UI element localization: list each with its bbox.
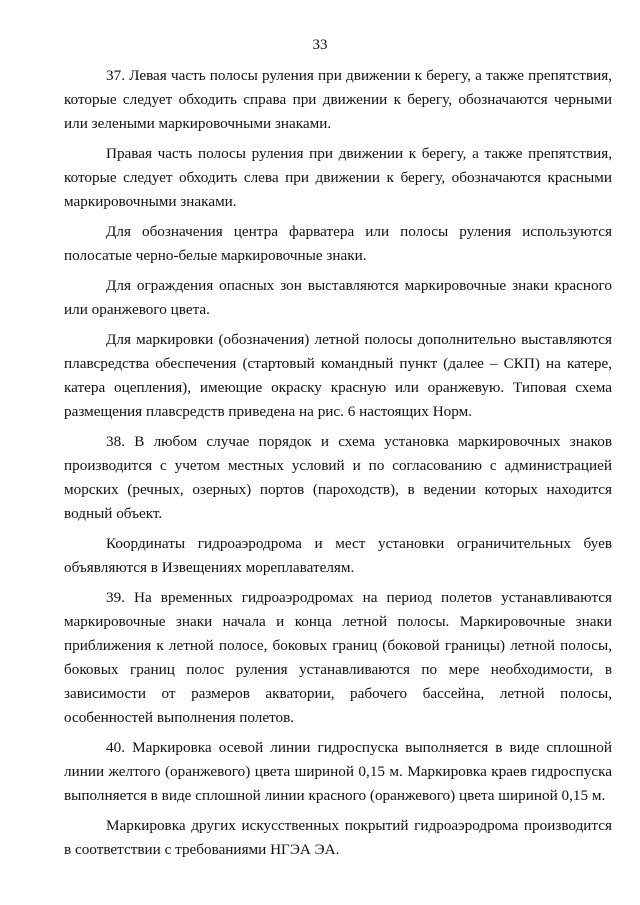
paragraph-37: 37. Левая часть полосы руления при движении к берегу, а также препятствия, которые следует обходить справа при движении к берегу, обозначаются черными или зелеными маркировочными знаками. bbox=[64, 67, 612, 132]
paragraph-danger-zones: Для ограждения опасных зон выставляются маркировочные знаки красного или оранжевого цвета. bbox=[64, 277, 612, 318]
paragraph-40: 40. Маркировка осевой линии гидроспуска выполняется в виде сплошной линии желтого (оранжевого) цвета шириной 0,15 м. Маркировка краев гидроспуска выполняется в виде сплошной линии красного (оранжевого) цвета шириной 0,15 м. bbox=[64, 739, 612, 804]
document-body bbox=[64, 64, 612, 868]
paragraph-39: 39. На временных гидроаэродромах на период полетов устанавливаются маркировочные знаки начала и конца летной полосы. Маркировочные знаки приближения к летной полосе, боковых границ (боковой границы) летной полосы, боковых границ полос руления устанавливаются по мере необходимости, в зависимости от размеров акватории, рабочего бассейна, летной полосы, особенностей выполнения полетов. bbox=[64, 589, 612, 726]
paragraph-coordinates: Координаты гидроаэродрома и мест установки ограничительных буев объявляются в Извещениях мореплавателям. bbox=[64, 535, 612, 576]
paragraph-38: 38. В любом случае порядок и схема установка маркировочных знаков производится с учетом местных условий и по согласованию с администрацией морских (речных, озерных) портов (пароходств), в ведении которых находится водный объект. bbox=[64, 433, 612, 522]
page-number: 33 bbox=[312, 37, 328, 53]
paragraph-right-side: Правая часть полосы руления при движении к берегу, а также препятствия, которые следует обходить слева при движении к берегу, обозначаются красными маркировочными знаками. bbox=[64, 145, 612, 210]
paragraph-other-surfaces: Маркировка других искусственных покрытий гидроаэродрома производится в соответствии с требованиями НГЭА ЭА. bbox=[64, 817, 612, 858]
paragraph-flight-strip: Для маркировки (обозначения) летной полосы дополнительно выставляются плавсредства обеспечения (стартовый командный пункт (далее – СКП) на катере, катера оцепления), имеющие окраску красную или оранжевую. Типовая схема размещения плавсредств приведена на рис. 6 настоящих Норм. bbox=[64, 331, 612, 420]
paragraph-fairway-center: Для обозначения центра фарватера или полосы руления используются полосатые черно-белые маркировочные знаки. bbox=[64, 223, 612, 264]
